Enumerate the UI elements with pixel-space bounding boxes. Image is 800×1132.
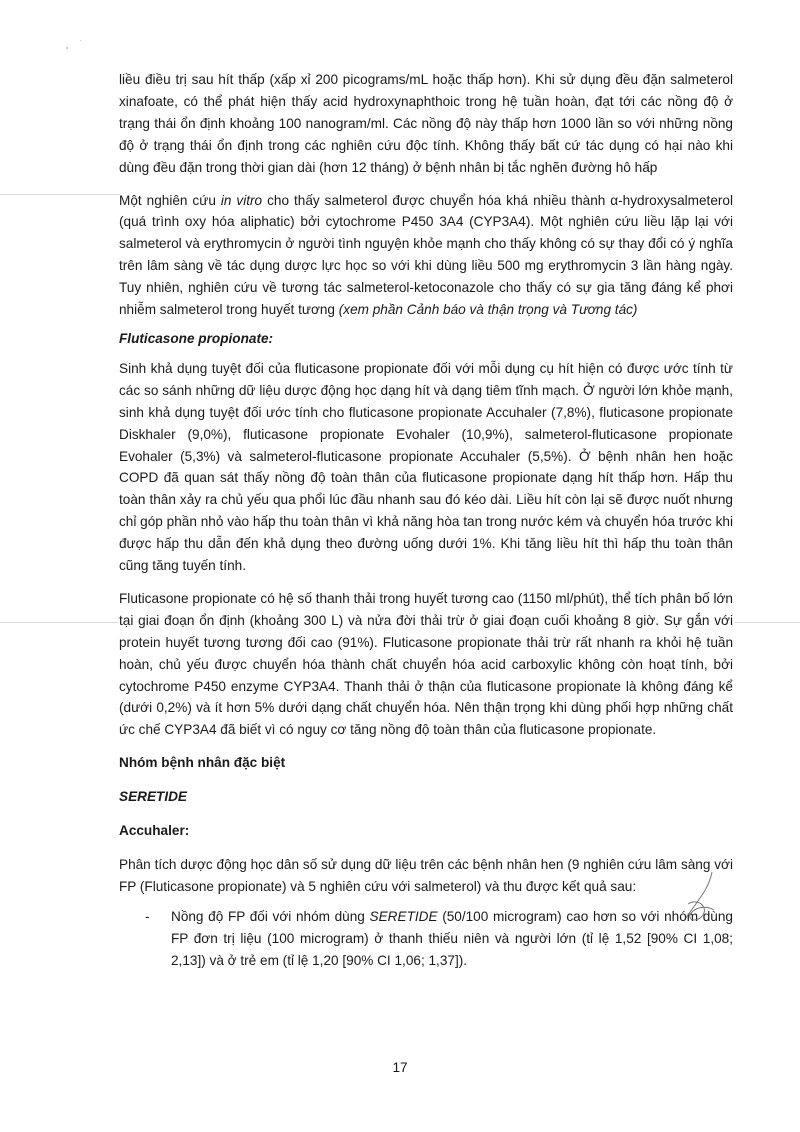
list-item: - Nồng độ FP đối với nhóm dùng SERETIDE (50/100 microgram) cao hơn so với nhóm dùng FP đơn trị liệu (100 microgram) ở thanh thiếu niên và người lớn (tỉ lệ 1,52 [90% CI 1,08; 2,13]) và ở trẻ em (tỉ lệ 1,20 [90% CI 1,06; 1,37]). bbox=[119, 906, 733, 972]
handwritten-signature bbox=[670, 868, 730, 928]
page-number: 17 bbox=[392, 1060, 408, 1075]
paragraph-salmeterol-levels: liều điều trị sau hít thấp (xấp xỉ 200 picograms/mL hoặc thấp hơn). Khi sử dụng đều đặn salmeterol xinafoate, có thể phát hiện thấy acid hydroxynaphthoic trong hệ tuần hoàn, đạt tới các nồng độ ở trạng thái ổn định khoảng 100 nanogram/ml. Các nồng độ này thấp hơn 1000 lần so với những nồng độ ở trạng thái ổn định trong các nghiên cứu độc tính. Không thấy bất cứ tác dụng có hại nào khi dùng đều đặn trong thời gian dài (hơn 12 tháng) ở bệnh nhân bị tắc nghẽn đường hô hấp bbox=[119, 72, 733, 175]
paragraph-fluticasone-clearance: Fluticasone propionate có hệ số thanh thải trong huyết tương cao (1150 ml/phút), thể tích phân bố lớn tại giai đoạn ổn định (khoảng 300 L) và nửa đời thải trừ ở giai đoạn cuối khoảng 8 giờ. Sự gắn với protein huyết tương tương đối cao (91%). Fluticasone propionate thải trừ rất nhanh ra khỏi hệ tuần hoàn, chủ yếu được chuyển hóa thành chất chuyển hóa acid carboxylic không còn hoạt tính, bởi cytochrome P450 enzyme CYP3A4. Thanh thải ở thận của fluticasone propionate là không đáng kể (dưới 0,2%) và ít hơn 5% dưới dạng chất chuyển hóa. Nên thận trọng khi dùng phối hợp những chất ức chế CYP3A4 đã biết vì có nguy cơ tăng nồng độ toàn thân của fluticasone propionate. bbox=[119, 590, 733, 738]
heading-seretide: SERETIDE bbox=[119, 789, 187, 805]
heading-fluticasone: Fluticasone propionate: bbox=[119, 330, 274, 346]
body-text bbox=[119, 69, 733, 972]
paragraph-salmeterol-metabolism: Một nghiên cứu in vitro cho thấy salmeterol được chuyển hóa khá nhiều thành α-hydroxysalmeterol (quá trình oxy hóa aliphatic) bởi cytochrome P450 3A4 (CYP3A4). Một nghiên cứu liều lặp lại với salmeterol và erythromycin ở người tình nguyện khỏe mạnh cho thấy không có sự thay đổi có ý nghĩa trên lâm sàng về tác dụng dược lực học so với khi dùng liều 500 mg erythromycin 3 lần hàng ngày. Tuy nhiên, nghiên cứu về tương tác salmeterol-ketoconazole cho thấy có sự gia tăng đáng kể phơi nhiễm salmeterol trong huyết tương (xem phần Cảnh báo và thận trọng và Tương tác) bbox=[119, 192, 733, 318]
paragraph-fluticasone-bioavailability: Sinh khả dụng tuyệt đối của fluticasone propionate đối với mỗi dụng cụ hít hiện có được ước tính từ các so sánh những dữ liệu dược động học dạng hít và dạng tiêm tĩnh mạch. Ở người lớn khỏe mạnh, sinh khả dụng tuyệt đối ước tính cho fluticasone propionate Accuhaler (7,8%), fluticasone propionate Diskhaler (9,0%), fluticasone propionate Evohaler (10,9%), salmeterol-fluticasone propionate Evohaler (5,3%) và salmeterol-fluticasone propionate Accuhaler (5,5%). Ở bệnh nhân hen hoặc COPD đã quan sát thấy nồng độ toàn thân của fluticasone propionate dạng hít thấp hơn. Hấp thu toàn thân xảy ra chủ yếu qua phổi lúc đầu nhanh sau đó kéo dài. Liều hít còn lại sẽ được nuốt nhưng chỉ góp phần nhỏ vào hấp thu toàn thân vì khả năng hòa tan trong nước kém và chuyển hóa trước khi được hấp thu dẫn đến khả dụng theo đường uống dưới 1%. Khi tăng liều hít thì hấp thu toàn thân cũng tăng tuyến tính. bbox=[119, 360, 733, 574]
bullet-dash: - bbox=[145, 908, 150, 924]
scan-speck bbox=[66, 47, 68, 49]
scan-line bbox=[0, 622, 118, 623]
scan-line bbox=[735, 622, 800, 623]
heading-special-populations: Nhóm bệnh nhân đặc biệt bbox=[119, 755, 286, 771]
scan-line bbox=[0, 194, 120, 195]
scan-speck bbox=[80, 40, 81, 41]
paragraph-population-analysis: Phân tích dược động học dân số sử dụng dữ liệu trên các bệnh nhân hen (9 nghiên cứu lâm sàng với FP (Fluticasone propionate) và 5 nghiên cứu với salmeterol) và thu được kết quả sau: bbox=[119, 857, 733, 894]
heading-accuhaler: Accuhaler: bbox=[119, 823, 190, 839]
